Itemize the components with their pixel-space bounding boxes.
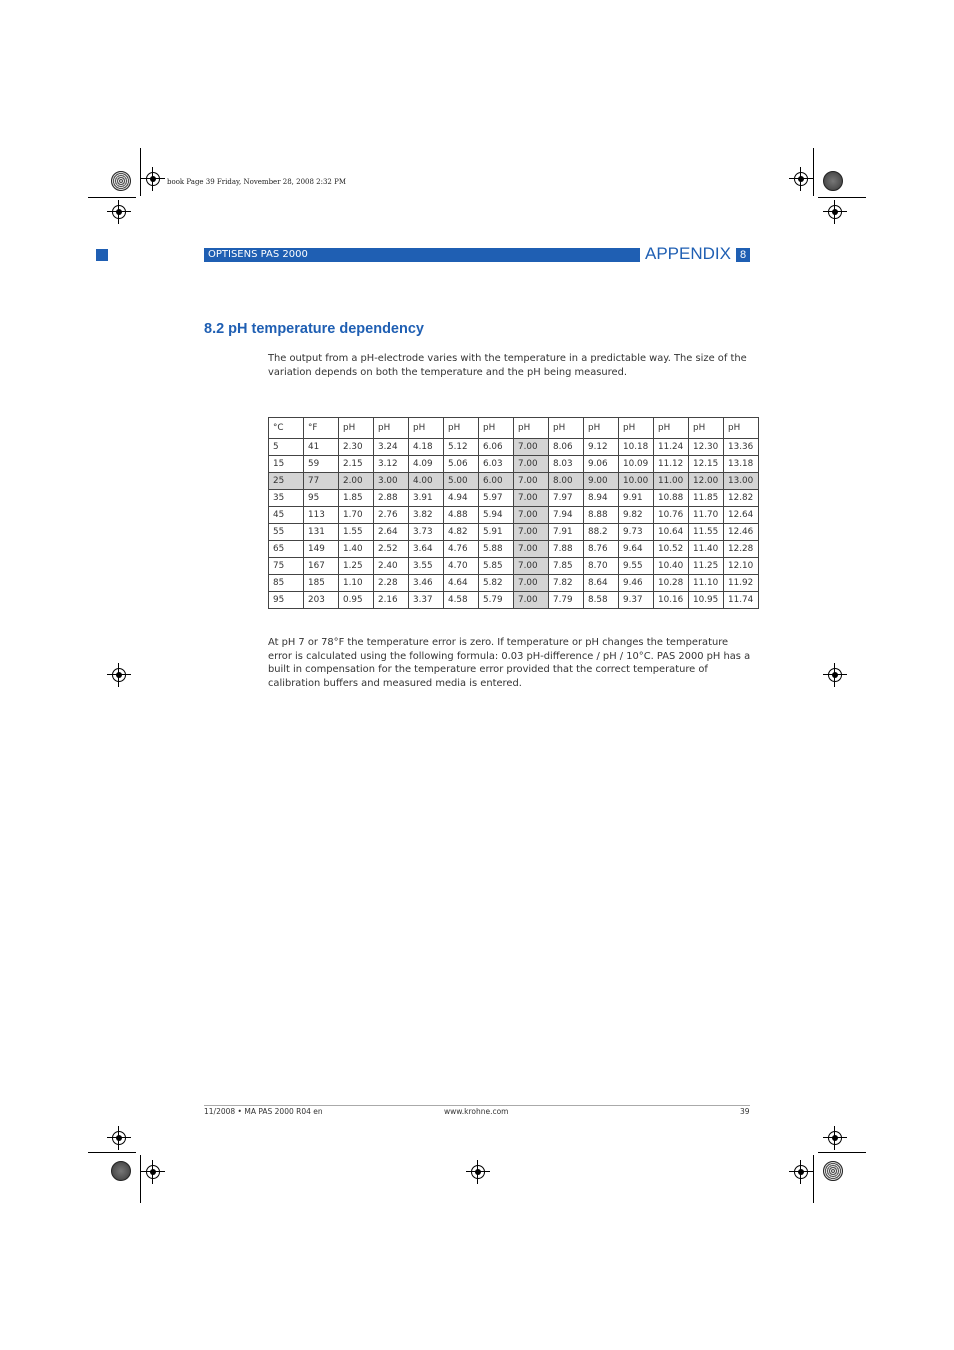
column-header: °F: [304, 418, 339, 439]
table-cell: 7.88: [549, 541, 584, 558]
table-cell: 7.91: [549, 524, 584, 541]
table-cell: 6.06: [479, 439, 514, 456]
table-cell: 2.16: [374, 592, 409, 609]
crosshair-icon: [794, 172, 808, 186]
column-header: pH: [479, 418, 514, 439]
header-product-name: OPTISENS PAS 2000: [208, 249, 308, 260]
table-cell: 1.85: [339, 490, 374, 507]
table-row: [269, 592, 759, 609]
table-cell: 85: [269, 575, 304, 592]
note-paragraph: At pH 7 or 78°F the temperature error is zero. If temperature or pH changes the temperature error is calculated using the following formula: 0.03 pH-difference / pH / 10°C. PAS 2000 pH has a built in compensation for the temperature error provided that the correct temperature of calibration buffers and measured media is entered.: [268, 637, 751, 689]
table-cell: 45: [269, 507, 304, 524]
table-cell: 12.10: [724, 558, 759, 575]
table-cell: 15: [269, 456, 304, 473]
registration-disc-icon: [111, 1161, 131, 1181]
ph-temperature-table: [268, 417, 759, 609]
table-cell: 203: [304, 592, 339, 609]
table-cell: 3.37: [409, 592, 444, 609]
table-cell: 4.76: [444, 541, 479, 558]
column-header: pH: [689, 418, 724, 439]
table-row: [269, 524, 759, 541]
table-cell: 9.91: [619, 490, 654, 507]
table-cell: 12.28: [724, 541, 759, 558]
table-cell: 8.03: [549, 456, 584, 473]
table-cell: 9.37: [619, 592, 654, 609]
table-cell: 10.00: [619, 473, 654, 490]
table-cell: 3.73: [409, 524, 444, 541]
table-cell: 4.58: [444, 592, 479, 609]
table-cell: 59: [304, 456, 339, 473]
table-cell: 55: [269, 524, 304, 541]
table-cell: 8.94: [584, 490, 619, 507]
table-row: [269, 439, 759, 456]
table-cell: 0.95: [339, 592, 374, 609]
table-cell: 65: [269, 541, 304, 558]
table-cell: 5.12: [444, 439, 479, 456]
table-cell: 11.74: [724, 592, 759, 609]
footer-rule: [204, 1105, 750, 1106]
table-cell: 95: [269, 592, 304, 609]
table-cell: 12.00: [689, 473, 724, 490]
table-cell: 12.82: [724, 490, 759, 507]
footer-doc-id: 11/2008 • MA PAS 2000 R04 en: [204, 1107, 323, 1116]
table-cell: 2.76: [374, 507, 409, 524]
table-row: [269, 456, 759, 473]
table-cell: 8.88: [584, 507, 619, 524]
table-cell: 5.85: [479, 558, 514, 575]
table-cell: 9.82: [619, 507, 654, 524]
crosshair-icon: [828, 205, 842, 219]
crosshair-icon: [112, 668, 126, 682]
table-cell: 11.40: [689, 541, 724, 558]
table-cell: 5.79: [479, 592, 514, 609]
table-cell: 10.76: [654, 507, 689, 524]
table-cell: 25: [269, 473, 304, 490]
table-cell: 13.36: [724, 439, 759, 456]
table-cell: 10.52: [654, 541, 689, 558]
table-cell: 8.06: [549, 439, 584, 456]
header-section-name: APPENDIX: [645, 244, 731, 263]
table-cell: 10.16: [654, 592, 689, 609]
crosshair-icon: [146, 172, 160, 186]
table-cell: 1.55: [339, 524, 374, 541]
table-cell: 35: [269, 490, 304, 507]
table-cell: 4.64: [444, 575, 479, 592]
table-cell: 4.09: [409, 456, 444, 473]
table-cell: 11.00: [654, 473, 689, 490]
table-cell: 5.91: [479, 524, 514, 541]
table-cell: 2.30: [339, 439, 374, 456]
table-cell: 9.06: [584, 456, 619, 473]
table-cell: 5.97: [479, 490, 514, 507]
table-cell: 9.73: [619, 524, 654, 541]
table-cell: 13.18: [724, 456, 759, 473]
intro-paragraph: The output from a pH-electrode varies with the temperature in a predictable way. The size of the variation depends on both the temperature and the pH being measured.: [268, 353, 747, 378]
table-cell: 41: [304, 439, 339, 456]
table-cell: 9.46: [619, 575, 654, 592]
table-cell: 11.12: [654, 456, 689, 473]
table-row: [269, 473, 759, 490]
table-cell: 8.00: [549, 473, 584, 490]
table-cell: 11.92: [724, 575, 759, 592]
crosshair-icon: [828, 1131, 842, 1145]
table-cell: 7.00: [514, 490, 549, 507]
table-cell: 5.82: [479, 575, 514, 592]
table-cell: 1.70: [339, 507, 374, 524]
table-cell: 12.46: [724, 524, 759, 541]
table-cell: 1.25: [339, 558, 374, 575]
table-cell: 9.64: [619, 541, 654, 558]
table-cell: 10.64: [654, 524, 689, 541]
table-cell: 11.25: [689, 558, 724, 575]
table-cell: 131: [304, 524, 339, 541]
section-title: 8.2 pH temperature dependency: [204, 321, 424, 337]
header-chapter-number: 8: [736, 248, 750, 262]
table-cell: 2.64: [374, 524, 409, 541]
table-cell: 5: [269, 439, 304, 456]
crosshair-icon: [112, 1131, 126, 1145]
table-cell: 1.40: [339, 541, 374, 558]
table-cell: 2.52: [374, 541, 409, 558]
registration-disc-icon: [823, 1161, 843, 1181]
table-cell: 10.28: [654, 575, 689, 592]
table-cell: 5.06: [444, 456, 479, 473]
table-cell: 3.46: [409, 575, 444, 592]
table-cell: 4.94: [444, 490, 479, 507]
table-cell: 4.88: [444, 507, 479, 524]
table-cell: 3.00: [374, 473, 409, 490]
column-header: °C: [269, 418, 304, 439]
column-header: pH: [374, 418, 409, 439]
table-cell: 5.94: [479, 507, 514, 524]
table-cell: 3.64: [409, 541, 444, 558]
table-cell: 7.00: [514, 524, 549, 541]
table-cell: 149: [304, 541, 339, 558]
table-cell: 2.88: [374, 490, 409, 507]
column-header: pH: [409, 418, 444, 439]
table-row: [269, 490, 759, 507]
table-cell: 185: [304, 575, 339, 592]
header-marker: [96, 249, 108, 261]
table-cell: 7.00: [514, 473, 549, 490]
table-cell: 10.95: [689, 592, 724, 609]
table-cell: 4.18: [409, 439, 444, 456]
crosshair-icon: [828, 668, 842, 682]
table-cell: 3.24: [374, 439, 409, 456]
table-cell: 7.00: [514, 439, 549, 456]
column-header: pH: [549, 418, 584, 439]
table-cell: 10.09: [619, 456, 654, 473]
table-cell: 10.40: [654, 558, 689, 575]
table-cell: 4.00: [409, 473, 444, 490]
table-cell: 11.10: [689, 575, 724, 592]
table-cell: 7.00: [514, 541, 549, 558]
table-cell: 7.00: [514, 456, 549, 473]
table-cell: 7.00: [514, 558, 549, 575]
table-cell: 4.70: [444, 558, 479, 575]
column-header: pH: [514, 418, 549, 439]
table-cell: 3.55: [409, 558, 444, 575]
table-row: [269, 541, 759, 558]
crosshair-icon: [471, 1165, 485, 1179]
table-cell: 4.82: [444, 524, 479, 541]
column-header: pH: [339, 418, 374, 439]
table-cell: 1.10: [339, 575, 374, 592]
table-cell: 9.55: [619, 558, 654, 575]
table-cell: 9.12: [584, 439, 619, 456]
table-cell: 6.00: [479, 473, 514, 490]
table-cell: 12.15: [689, 456, 724, 473]
print-info: book Page 39 Friday, November 28, 2008 2:32 PM: [167, 178, 346, 186]
table-cell: 6.03: [479, 456, 514, 473]
table-cell: 12.64: [724, 507, 759, 524]
table-cell: 11.85: [689, 490, 724, 507]
registration-disc-icon: [111, 171, 131, 191]
table-cell: 7.82: [549, 575, 584, 592]
column-header: pH: [654, 418, 689, 439]
table-cell: 167: [304, 558, 339, 575]
table-header-row: [269, 418, 759, 439]
crosshair-icon: [794, 1165, 808, 1179]
table-cell: 10.88: [654, 490, 689, 507]
column-header: pH: [584, 418, 619, 439]
table-cell: 8.64: [584, 575, 619, 592]
column-header: pH: [724, 418, 759, 439]
table-body: [269, 439, 759, 609]
table-cell: 11.55: [689, 524, 724, 541]
table-cell: 5.88: [479, 541, 514, 558]
table-cell: 8.76: [584, 541, 619, 558]
table-cell: 2.40: [374, 558, 409, 575]
table-cell: 8.70: [584, 558, 619, 575]
table-cell: 7.00: [514, 592, 549, 609]
table-cell: 7.00: [514, 575, 549, 592]
table-cell: 11.70: [689, 507, 724, 524]
table-cell: 7.94: [549, 507, 584, 524]
table-cell: 3.82: [409, 507, 444, 524]
table-row: [269, 558, 759, 575]
table-cell: 2.28: [374, 575, 409, 592]
table-cell: 2.15: [339, 456, 374, 473]
table-row: [269, 507, 759, 524]
table-cell: 7.79: [549, 592, 584, 609]
table-cell: 95: [304, 490, 339, 507]
footer-website: www.krohne.com: [444, 1107, 509, 1116]
table-cell: 11.24: [654, 439, 689, 456]
table-cell: 12.30: [689, 439, 724, 456]
table-cell: 75: [269, 558, 304, 575]
table-cell: 2.00: [339, 473, 374, 490]
registration-disc-icon: [823, 171, 843, 191]
crosshair-icon: [112, 205, 126, 219]
table-cell: 88.2: [584, 524, 619, 541]
column-header: pH: [619, 418, 654, 439]
table-cell: 3.12: [374, 456, 409, 473]
table-cell: 9.00: [584, 473, 619, 490]
footer-page-number: 39: [740, 1107, 750, 1116]
table-cell: 10.18: [619, 439, 654, 456]
table-cell: 13.00: [724, 473, 759, 490]
table-cell: 7.97: [549, 490, 584, 507]
table-cell: 8.58: [584, 592, 619, 609]
table-cell: 113: [304, 507, 339, 524]
column-header: pH: [444, 418, 479, 439]
table-cell: 77: [304, 473, 339, 490]
table-row: [269, 575, 759, 592]
table-cell: 5.00: [444, 473, 479, 490]
table-cell: 7.00: [514, 507, 549, 524]
table-cell: 3.91: [409, 490, 444, 507]
crosshair-icon: [146, 1165, 160, 1179]
table-cell: 7.85: [549, 558, 584, 575]
